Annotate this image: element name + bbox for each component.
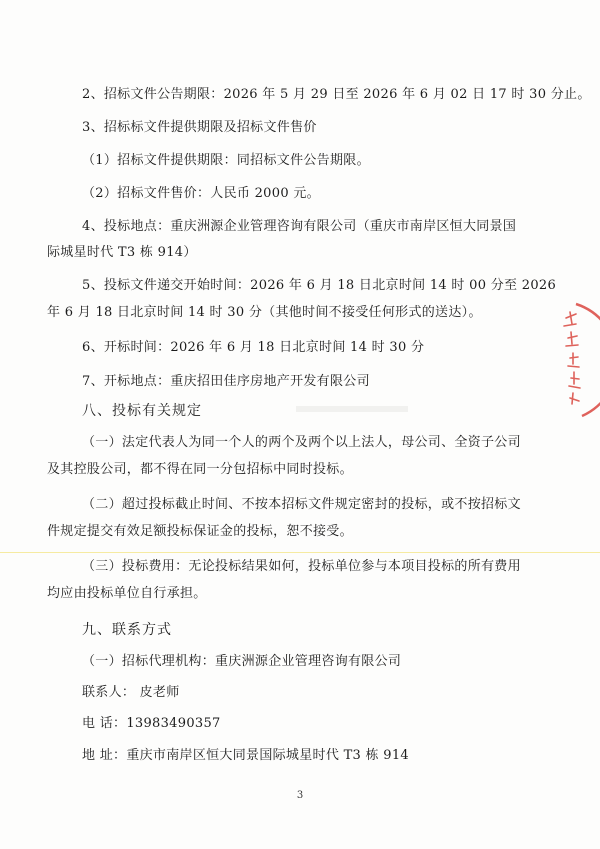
text-line: 年 6 月 18 日北京时间 14 时 30 分（其他时间不接受任何形式的送达）。 <box>47 305 482 320</box>
text-line: 际城星时代 T3 栋 914） <box>47 245 197 260</box>
text-line: 7、开标地点：重庆招田佳序房地产开发有限公司 <box>82 374 370 389</box>
text-line: （二）超过投标截止时间、不按本招标文件规定密封的投标，或不按招标文 <box>82 497 521 512</box>
text-line: 4、投标地点：重庆洲源企业管理咨询有限公司（重庆市南岸区恒大同景国 <box>82 219 517 234</box>
text-line: 及其控股公司，都不得在同一分包招标中同时投标。 <box>47 462 353 477</box>
contact-phone: 电 话：13983490357 <box>82 716 221 731</box>
text-line: （1）招标文件提供期限：同招标文件公告期限。 <box>82 153 370 168</box>
text-line: 6、开标时间：2026 年 6 月 18 日北京时间 14 时 30 分 <box>82 340 425 355</box>
page-number: 3 <box>296 790 304 801</box>
text-line: （2）招标文件售价：人民币 2000 元。 <box>82 186 320 201</box>
seal-stamp-icon <box>556 300 600 420</box>
text-line: （一）招标代理机构：重庆洲源企业管理咨询有限公司 <box>82 654 402 669</box>
contact-address: 地 址：重庆市南岸区恒大同景国际城星时代 T3 栋 914 <box>82 748 409 763</box>
text-line: 件规定提交有效足额投标保证金的投标，恕不接受。 <box>47 524 353 539</box>
text-line: （三）投标费用：无论投标结果如何，投标单位参与本项目投标的所有费用 <box>82 559 521 574</box>
text-line: 3、招标标文件提供期限及招标文件售价 <box>82 120 317 135</box>
text-line: 2、招标文件公告期限：2026 年 5 月 29 日至 2026 年 6 月 02 日 17 时 30 分止。 <box>82 87 591 102</box>
contact-person: 联系人： 皮老师 <box>82 685 180 700</box>
section-heading: 八、投标有关规定 <box>82 403 202 419</box>
text-line: 均应由投标单位自行承担。 <box>47 586 207 601</box>
scan-fold-line <box>0 552 600 553</box>
text-line: 5、投标文件递交开始时间：2026 年 6 月 18 日北京时间 14 时 00 分至 2026 <box>82 278 557 293</box>
section-heading: 九、联系方式 <box>82 622 172 638</box>
scan-shadow <box>296 406 408 412</box>
text-line: （一）法定代表人为同一个人的两个及两个以上法人，母公司、全资子公司 <box>82 435 521 450</box>
